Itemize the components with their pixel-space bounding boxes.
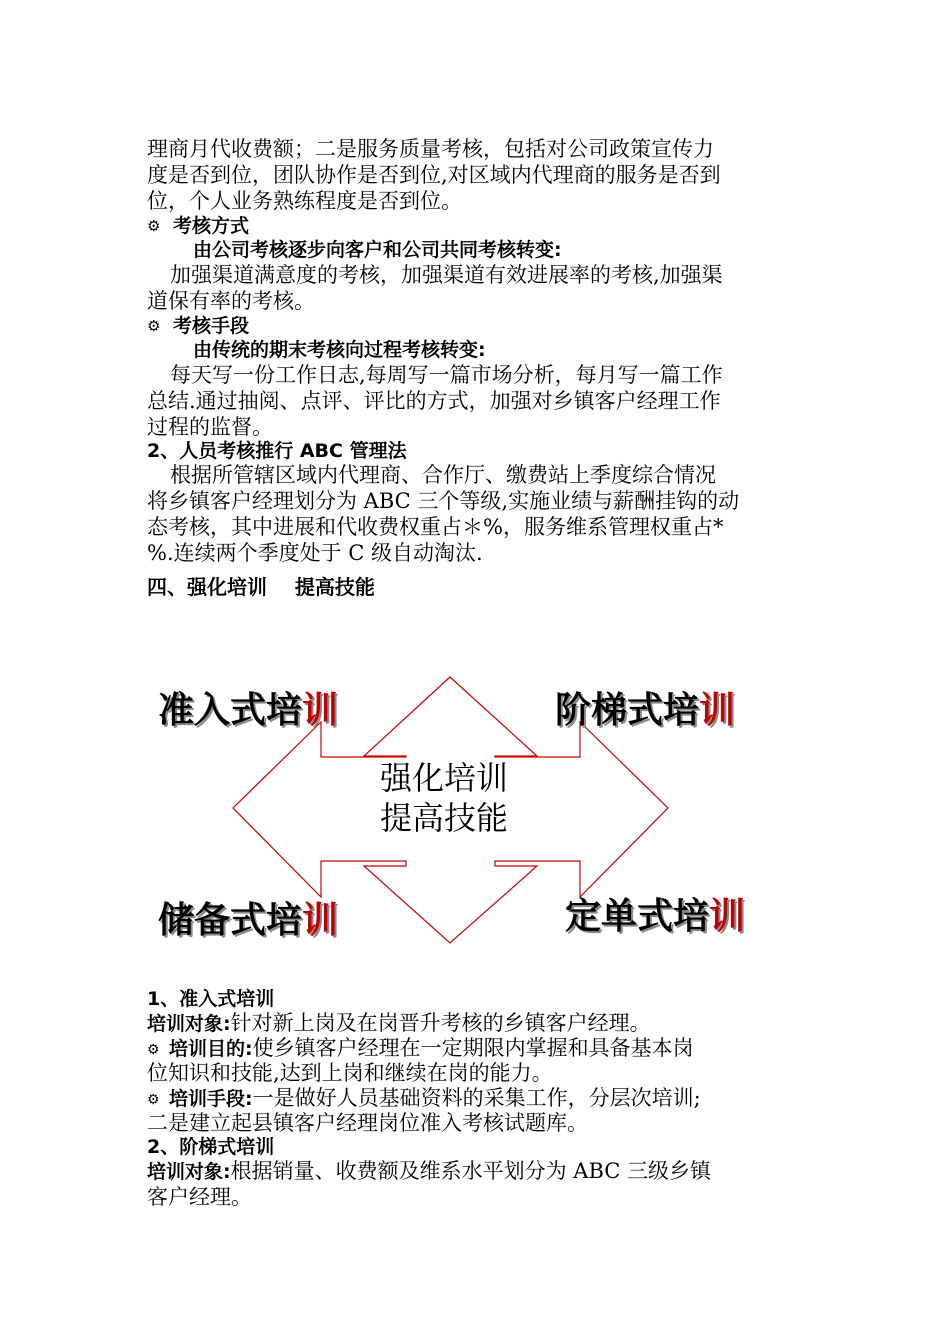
field-label: 培训手段:	[169, 1088, 253, 1110]
field-text: 根据销量、收费额及维系水平划分为 ABC 三级乡镇	[230, 1159, 712, 1183]
paragraph-line: %.连续两个季度处于 C 级自动淘汰.	[147, 541, 483, 565]
order-training-label: 定单式培训	[565, 896, 746, 937]
gear-icon: ⚙	[147, 1092, 160, 1108]
training-diagram	[0, 660, 950, 960]
means-heading-text: 考核手段	[173, 315, 250, 337]
paragraph-line: 将乡镇客户经理划分为 ABC 三个等级,实施业绩与薪酬挂钩的动	[147, 489, 740, 513]
method-subheading: 由公司考核逐步向客户和公司共同考核转变:	[193, 239, 562, 261]
step-training-label: 阶梯式培训	[555, 690, 736, 731]
training1-means	[147, 1085, 817, 1111]
paragraph-line: 度是否到位，团队协作是否到位,对区域内代理商的服务是否到	[147, 163, 721, 187]
abc-heading: 2、人员考核推行 ABC 管理法	[147, 440, 407, 462]
training1-heading: 1、准入式培训	[147, 988, 275, 1010]
field-text: 使乡镇客户经理在一定期限内掌握和具备基本岗	[252, 1036, 694, 1060]
training2-target	[147, 1158, 817, 1184]
gear-icon: ⚙	[147, 217, 161, 235]
reserve-training-label: 储备式培训	[158, 900, 339, 941]
means-heading	[147, 313, 817, 339]
paragraph-line: 位知识和技能,达到上岗和继续在岗的能力。	[147, 1061, 553, 1085]
gear-icon: ⚙	[147, 1042, 160, 1058]
entry-training-label: 准入式培训	[158, 690, 339, 731]
paragraph-line: 理商月代收费额；二是服务质量考核，包括对公司政策宣传力	[147, 137, 714, 161]
field-label: 培训对象:	[147, 1161, 231, 1183]
section-heading: 四、强化培训 提高技能	[147, 575, 375, 599]
training1-target	[147, 1010, 817, 1036]
paragraph-line: 过程的监督。	[147, 415, 273, 439]
paragraph-line: 每天写一份工作日志,每周写一篇市场分析，每月写一篇工作	[170, 363, 723, 387]
method-heading	[147, 213, 817, 239]
paragraph-line: 根据所管辖区域内代理商、合作厅、缴费站上季度综合情况	[170, 463, 716, 487]
center-label-line2: 提高技能	[380, 799, 509, 837]
field-text: 一是做好人员基础资料的采集工作，分层次培训;	[252, 1086, 701, 1110]
center-label-line1: 强化培训	[380, 759, 509, 797]
field-label: 培训目的:	[169, 1038, 253, 1060]
field-label: 培训对象:	[147, 1013, 231, 1035]
training1-goal	[147, 1035, 817, 1061]
paragraph-line: 道保有率的考核。	[147, 289, 315, 313]
training2-heading: 2、阶梯式培训	[147, 1136, 275, 1158]
paragraph-line: 位，个人业务熟练程度是否到位。	[147, 189, 462, 213]
paragraph-line: 加强渠道满意度的考核，加强渠道有效进展率的考核,加强渠	[170, 263, 723, 287]
paragraph-line: 态考核，其中进展和代收费权重占＊%，服务维系管理权重占*	[147, 515, 724, 539]
paragraph-line: 客户经理。	[147, 1185, 252, 1209]
paragraph-line: 总结.通过抽阅、点评、评比的方式，加强对乡镇客户经理工作	[147, 389, 721, 413]
means-subheading: 由传统的期末考核向过程考核转变:	[193, 339, 486, 361]
method-heading-text: 考核方式	[173, 215, 250, 237]
paragraph-line: 二是建立起县镇客户经理岗位准入考核试题库。	[147, 1111, 588, 1135]
gear-icon: ⚙	[147, 317, 161, 335]
field-text: 针对新上岗及在岗晋升考核的乡镇客户经理。	[230, 1011, 651, 1035]
